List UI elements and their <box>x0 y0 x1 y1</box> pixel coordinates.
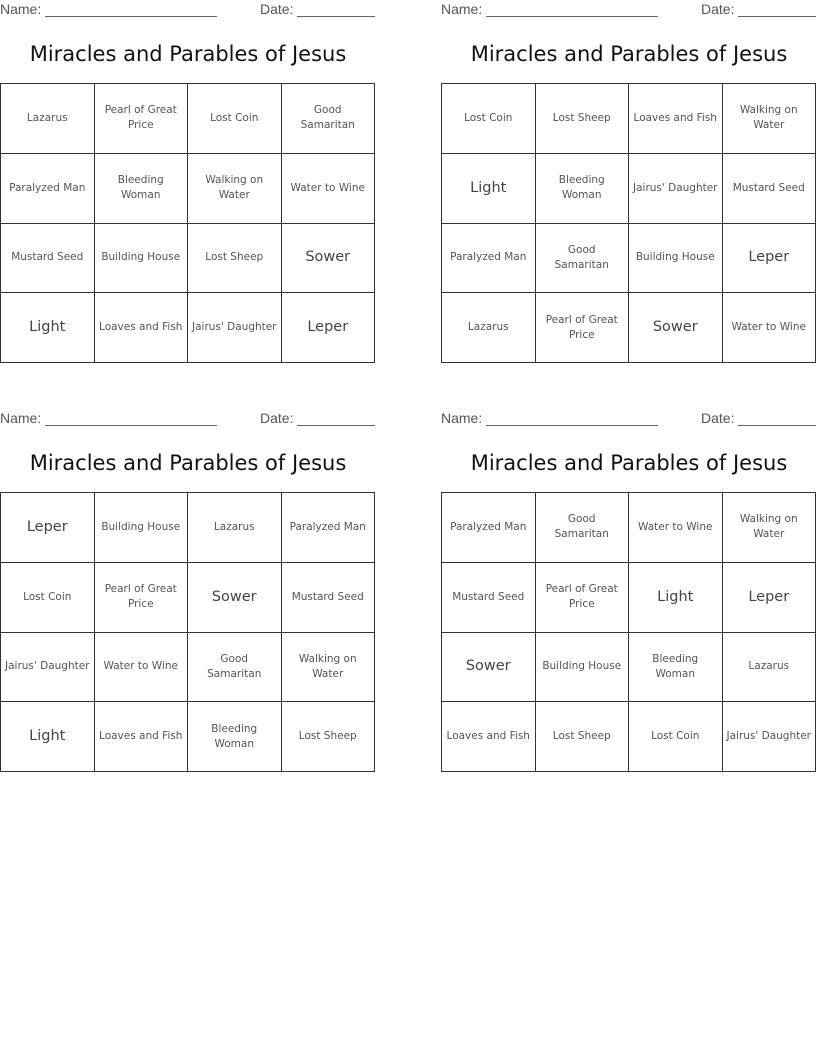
bingo-cell: Paralyzed Man <box>442 493 536 563</box>
bingo-cell: Lost Coin <box>188 84 282 154</box>
bingo-cell: Lazarus <box>442 293 536 363</box>
bingo-cell: Building House <box>536 633 630 703</box>
card-title: Miracles and Parables of Jesus <box>29 451 347 475</box>
bingo-cell: Leper <box>1 493 95 563</box>
bingo-cell: Bleeding Woman <box>188 702 282 772</box>
bingo-cell: Lazarus <box>188 493 282 563</box>
bingo-cell: Pearl of Great Price <box>536 563 630 633</box>
bingo-cell: Walking on Water <box>723 84 816 154</box>
bingo-cell: Loaves and Fish <box>629 84 723 154</box>
card-title: Miracles and Parables of Jesus <box>470 451 788 475</box>
card-header <box>0 1 376 21</box>
bingo-cell: Paralyzed Man <box>1 154 95 224</box>
date-blank-line <box>738 425 816 426</box>
bingo-cell: Jairus' Daughter <box>629 154 723 224</box>
card-header <box>0 410 376 430</box>
bingo-cell: Jairus' Daughter <box>1 633 95 703</box>
name-label: Name: <box>441 1 483 17</box>
bingo-cell: Mustard Seed <box>1 224 95 294</box>
bingo-cell: Sower <box>442 633 536 703</box>
bingo-grid <box>0 492 375 772</box>
name-blank-line <box>486 425 658 426</box>
bingo-cell: Good Samaritan <box>536 493 630 563</box>
date-label: Date: <box>701 1 735 17</box>
bingo-cell: Light <box>629 563 723 633</box>
card-title: Miracles and Parables of Jesus <box>470 42 788 66</box>
bingo-cell: Building House <box>95 224 189 294</box>
date-label: Date: <box>701 410 735 426</box>
bingo-cell: Water to Wine <box>629 493 723 563</box>
bingo-cell: Light <box>1 293 95 363</box>
bingo-cell: Mustard Seed <box>442 563 536 633</box>
bingo-cell: Lost Sheep <box>536 702 630 772</box>
bingo-cell: Good Samaritan <box>188 633 282 703</box>
card-title: Miracles and Parables of Jesus <box>29 42 347 66</box>
bingo-cell: Lost Coin <box>1 563 95 633</box>
bingo-cell: Building House <box>95 493 189 563</box>
bingo-cell: Loaves and Fish <box>95 293 189 363</box>
bingo-cell: Water to Wine <box>723 293 816 363</box>
bingo-cell: Pearl of Great Price <box>536 293 630 363</box>
name-label: Name: <box>441 410 483 426</box>
card-header <box>441 1 816 21</box>
date-label: Date: <box>260 1 294 17</box>
bingo-cell: Walking on Water <box>188 154 282 224</box>
bingo-grid <box>441 83 816 363</box>
bingo-cell: Leper <box>723 224 816 294</box>
bingo-cell: Lost Sheep <box>188 224 282 294</box>
bingo-cell: Jairus' Daughter <box>188 293 282 363</box>
bingo-grid <box>441 492 816 772</box>
name-blank-line <box>45 16 217 17</box>
bingo-grid <box>0 83 375 363</box>
name-blank-line <box>486 16 658 17</box>
bingo-card <box>0 409 376 789</box>
bingo-cell: Walking on Water <box>723 493 816 563</box>
bingo-cell: Pearl of Great Price <box>95 563 189 633</box>
bingo-cell: Walking on Water <box>282 633 376 703</box>
bingo-cell: Lost Sheep <box>282 702 376 772</box>
bingo-cell: Jairus' Daughter <box>723 702 816 772</box>
bingo-cell: Lost Coin <box>442 84 536 154</box>
bingo-cell: Mustard Seed <box>723 154 816 224</box>
date-blank-line <box>738 16 816 17</box>
bingo-cell: Sower <box>188 563 282 633</box>
bingo-cell: Light <box>1 702 95 772</box>
bingo-cell: Building House <box>629 224 723 294</box>
bingo-cell: Leper <box>282 293 376 363</box>
bingo-cell: Bleeding Woman <box>536 154 630 224</box>
bingo-cell: Water to Wine <box>95 633 189 703</box>
bingo-cell: Loaves and Fish <box>95 702 189 772</box>
bingo-cell: Good Samaritan <box>282 84 376 154</box>
bingo-cell: Lazarus <box>723 633 816 703</box>
bingo-cell: Good Samaritan <box>536 224 630 294</box>
bingo-cell: Light <box>442 154 536 224</box>
bingo-cell: Leper <box>723 563 816 633</box>
bingo-cell: Bleeding Woman <box>629 633 723 703</box>
date-blank-line <box>297 16 375 17</box>
bingo-cell: Lazarus <box>1 84 95 154</box>
bingo-card <box>441 0 816 380</box>
name-blank-line <box>45 425 217 426</box>
bingo-cell: Lost Coin <box>629 702 723 772</box>
bingo-card <box>0 0 376 380</box>
bingo-cell: Paralyzed Man <box>442 224 536 294</box>
bingo-cell: Bleeding Woman <box>95 154 189 224</box>
bingo-cell: Paralyzed Man <box>282 493 376 563</box>
name-label: Name: <box>0 410 42 426</box>
bingo-cell: Sower <box>629 293 723 363</box>
date-blank-line <box>297 425 375 426</box>
date-label: Date: <box>260 410 294 426</box>
bingo-cell: Loaves and Fish <box>442 702 536 772</box>
bingo-cell: Pearl of Great Price <box>95 84 189 154</box>
card-header <box>441 410 816 430</box>
name-label: Name: <box>0 1 42 17</box>
bingo-cell: Lost Sheep <box>536 84 630 154</box>
bingo-cell: Sower <box>282 224 376 294</box>
bingo-cell: Mustard Seed <box>282 563 376 633</box>
bingo-cell: Water to Wine <box>282 154 376 224</box>
bingo-card <box>441 409 816 789</box>
